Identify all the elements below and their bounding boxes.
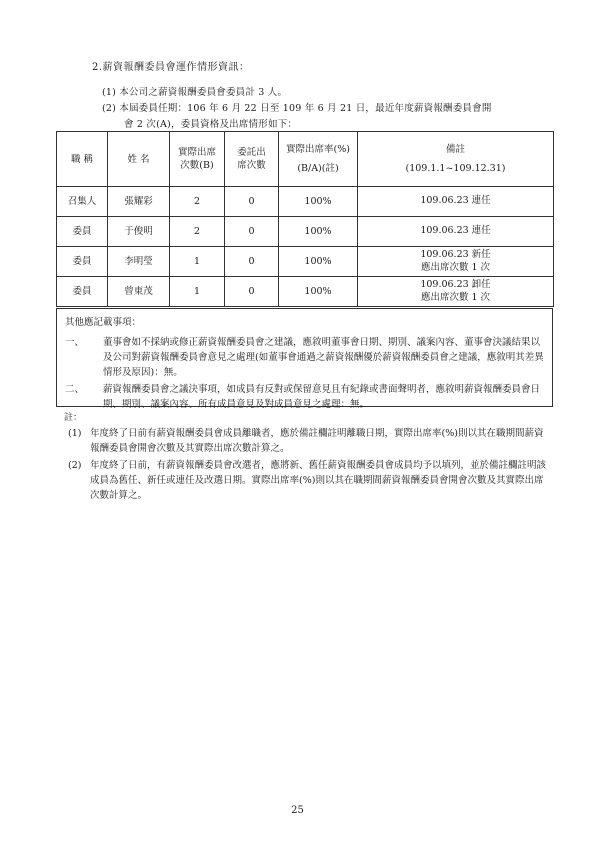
remark-line1: 109.06.23 卸任 [420, 279, 491, 290]
cell-rate: 100% [279, 277, 358, 307]
note-text: 年度終了日前有薪資報酬委員會成員離職者，應於備註欄註明離職日期，實際出席率(%)則以其在職期間薪資報酬委員會開會次數及其實際出席次數計算之。 [90, 428, 544, 454]
cell-actual: 2 [170, 217, 225, 247]
cell-name: 張耀彩 [108, 187, 170, 217]
header-remark-line2: (109.1.1~109.12.31) [405, 163, 506, 174]
cell-actual: 1 [170, 277, 225, 307]
header-name: 姓 名 [108, 132, 170, 187]
page-number: 25 [291, 805, 304, 816]
table-row [57, 187, 554, 217]
header-title: 職 稱 [57, 132, 108, 187]
table-header-row [57, 132, 554, 187]
cell-actual: 1 [170, 247, 225, 277]
other-matter-item [65, 382, 549, 412]
other-item-text: 董事會如不採納或修正薪資報酬委員會之建議，應敘明董事會日期、期別、議案內容、董事會決議結果以及公司對薪資報酬委員會意見之處理(如董事會通過之薪資報酬優於薪資報酬委員會之建議，應敘明其差異情形及原因)：無。 [103, 337, 544, 378]
table-row [57, 247, 554, 277]
header-actual-line2: 次數(B) [180, 160, 214, 171]
note-text: 年度終了日前，有薪資報酬委員會改選者，應將新、舊任薪資報酬委員會成員均予以填列，並於備註欄註明該成員為舊任、新任或連任及改選日期。實際出席率(%)則以其在職期間薪資報酬委員會開會次數及其實際出席次數計算之。 [90, 460, 547, 501]
committee-size-line: (1) 本公司之薪資報酬委員會委員計 3 人。 [102, 87, 288, 98]
cell-remark [358, 277, 554, 307]
attendance-table [56, 131, 554, 307]
remark-line2: 應出席次數 1 次 [420, 261, 491, 273]
cell-proxy: 0 [225, 217, 279, 247]
cell-name: 李明瑩 [108, 247, 170, 277]
other-item-text: 薪資報酬委員會之議決事項，如成員有反對或保留意見且有紀錄或書面聲明者，應敘明薪資報酬委員會日期、期別、議案內容、所有成員意見及對成員意見之處理：無。 [103, 384, 541, 410]
cell-actual: 2 [170, 187, 225, 217]
note-item [68, 426, 550, 456]
cell-title: 召集人 [57, 187, 108, 217]
table-row [57, 277, 554, 307]
other-matter-item [65, 335, 549, 380]
cell-proxy: 0 [225, 277, 279, 307]
cell-remark [358, 187, 554, 217]
header-remark [358, 132, 554, 187]
cell-title: 委員 [57, 247, 108, 277]
note-number: (1) [68, 428, 82, 439]
cell-rate: 100% [279, 247, 358, 277]
other-matters-title: 其他應記載事項： [65, 317, 142, 328]
cell-rate: 100% [279, 217, 358, 247]
header-attendance-rate [279, 132, 358, 187]
header-rate-line2: (B/A)(註) [297, 163, 339, 174]
remark-line1: 109.06.23 新任 [420, 249, 491, 260]
term-line-2: 會 2 次(A)，委員資格及出席情形如下： [124, 119, 298, 130]
header-proxy-attendance [225, 132, 279, 187]
cell-proxy: 0 [225, 187, 279, 217]
header-proxy-line1: 委託出 [237, 147, 266, 158]
remark-line1: 109.06.23 連任 [420, 225, 491, 237]
notes-label: 註： [64, 413, 83, 423]
cell-remark [358, 217, 554, 247]
header-actual-attendance [170, 132, 225, 187]
term-line-1: (2) 本屆委員任期：106 年 6 月 22 日至 109 年 6 月 21 日，最近年度薪資報酬委員會開 [102, 103, 492, 114]
cell-title: 委員 [57, 277, 108, 307]
cell-name: 曾東茂 [108, 277, 170, 307]
section-title: 2.薪資報酬委員會運作情形資訊： [92, 62, 250, 73]
note-number: (2) [68, 460, 82, 471]
cell-title: 委員 [57, 217, 108, 247]
other-item-number: 二、 [65, 384, 85, 395]
cell-rate: 100% [279, 187, 358, 217]
table-row [57, 217, 554, 247]
other-matters-box [56, 308, 553, 410]
cell-remark [358, 247, 554, 277]
other-item-number: 一、 [65, 337, 85, 348]
cell-proxy: 0 [225, 247, 279, 277]
header-actual-line1: 實際出席 [177, 147, 216, 158]
header-rate-line1: 實際出席率(%) [286, 144, 350, 155]
header-proxy-line2: 席次數 [237, 160, 266, 171]
note-item [68, 458, 550, 503]
cell-name: 于俊明 [108, 217, 170, 247]
remark-line1: 109.06.23 連任 [420, 195, 491, 207]
remark-line2: 應出席次數 1 次 [420, 291, 491, 303]
header-remark-line1: 備註 [445, 144, 465, 155]
